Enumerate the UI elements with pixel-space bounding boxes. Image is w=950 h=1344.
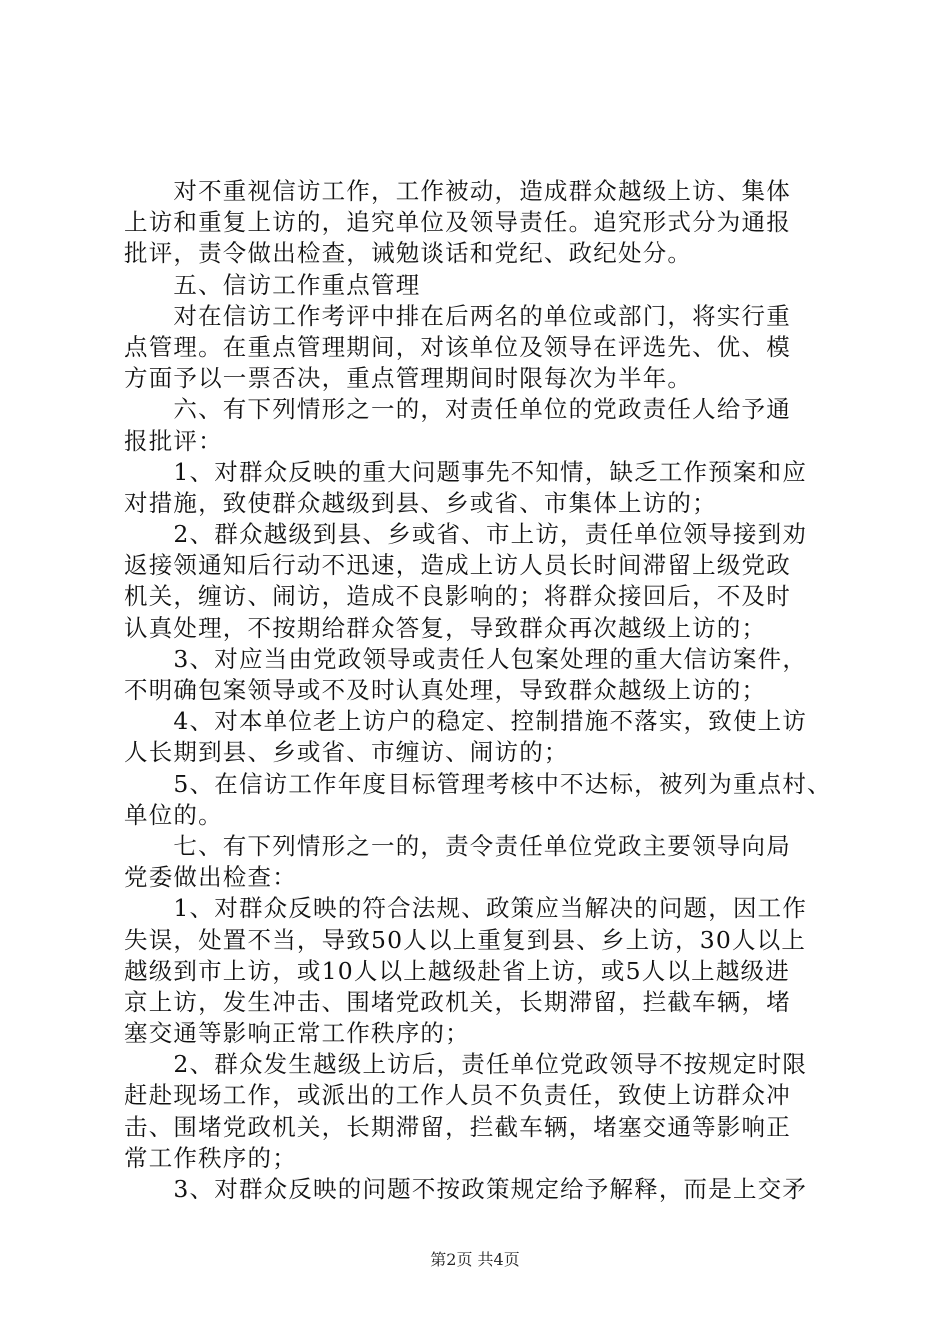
text-line: 4、对本单位老上访户的稳定、控制措施不落实，致使上访	[124, 707, 808, 736]
text-line: 塞交通等影响正常工作秩序的；	[124, 1019, 470, 1048]
text-line: 点管理。在重点管理期间，对该单位及领导在评选先、优、模	[124, 332, 791, 361]
text-line: 常工作秩序的；	[124, 1143, 297, 1172]
text-line: 越级到市上访，或10人以上越级赴省上访，或5人以上越级进	[124, 956, 790, 985]
text-line: 方面予以一票否决，重点管理期间时限每次为半年。	[124, 364, 693, 393]
text-line: 击、围堵党政机关，长期滞留，拦截车辆，堵塞交通等影响正	[124, 1112, 791, 1141]
text-line: 报批评：	[124, 426, 223, 455]
text-line: 对措施，致使群众越级到县、乡或省、市集体上访的；	[124, 488, 717, 517]
text-line: 2、群众越级到县、乡或省、市上访，责任单位领导接到劝	[124, 520, 808, 549]
text-line: 七、有下列情形之一的，责令责任单位党政主要领导向局	[124, 831, 791, 860]
text-line: 不明确包案领导或不及时认真处理，导致群众越级上访的；	[124, 676, 767, 704]
text-line: 认真处理，不按期给群众答复，导致群众再次越级上访的；	[124, 613, 767, 642]
text-line: 京上访，发生冲击、围堵党政机关，长期滞留，拦截车辆，堵	[124, 987, 791, 1016]
text-line: 3、对群众反映的问题不按政策规定给予解释，而是上交矛	[124, 1175, 808, 1203]
text-line: 失误，处置不当，导致50人以上重复到县、乡上访，30人以上	[124, 925, 807, 954]
text-line: 2、群众发生越级上访后，责任单位党政领导不按规定时限	[124, 1050, 808, 1079]
text-line: 五、信访工作重点管理	[124, 270, 421, 299]
text-line: 上访和重复上访的，追究单位及领导责任。追究形式分为通报	[124, 208, 791, 237]
text-line: 返接领通知后行动不迅速，造成上访人员长时间滞留上级党政	[124, 551, 791, 580]
text-line: 赶赴现场工作，或派出的工作人员不负责任，致使上访群众冲	[124, 1081, 791, 1110]
text-line: 对不重视信访工作，工作被动，造成群众越级上访、集体	[124, 177, 791, 205]
text-line: 人长期到县、乡或省、市缠访、闹访的；	[124, 738, 569, 767]
text-line: 5、在信访工作年度目标管理考核中不达标，被列为重点村、	[124, 769, 832, 798]
text-line: 1、对群众反映的符合法规、政策应当解决的问题，因工作	[124, 894, 808, 923]
text-line: 机关，缠访、闹访，造成不良影响的；将群众接回后，不及时	[124, 582, 791, 611]
text-line: 批评，责令做出检查，诫勉谈话和党纪、政纪处分。	[124, 239, 693, 268]
text-line: 党委做出检查：	[124, 863, 297, 892]
text-line: 单位的。	[124, 800, 223, 829]
text-line: 六、有下列情形之一的，对责任单位的党政责任人给予通	[124, 395, 791, 424]
text-line: 1、对群众反映的重大问题事先不知情，缺乏工作预案和应	[124, 457, 808, 486]
text-line: 3、对应当由党政领导或责任人包案处理的重大信访案件，	[124, 644, 808, 673]
page-footer: 第2页 共4页	[430, 1250, 520, 1269]
text-line: 对在信访工作考评中排在后两名的单位或部门，将实行重	[124, 301, 791, 330]
document-body	[124, 176, 834, 1205]
